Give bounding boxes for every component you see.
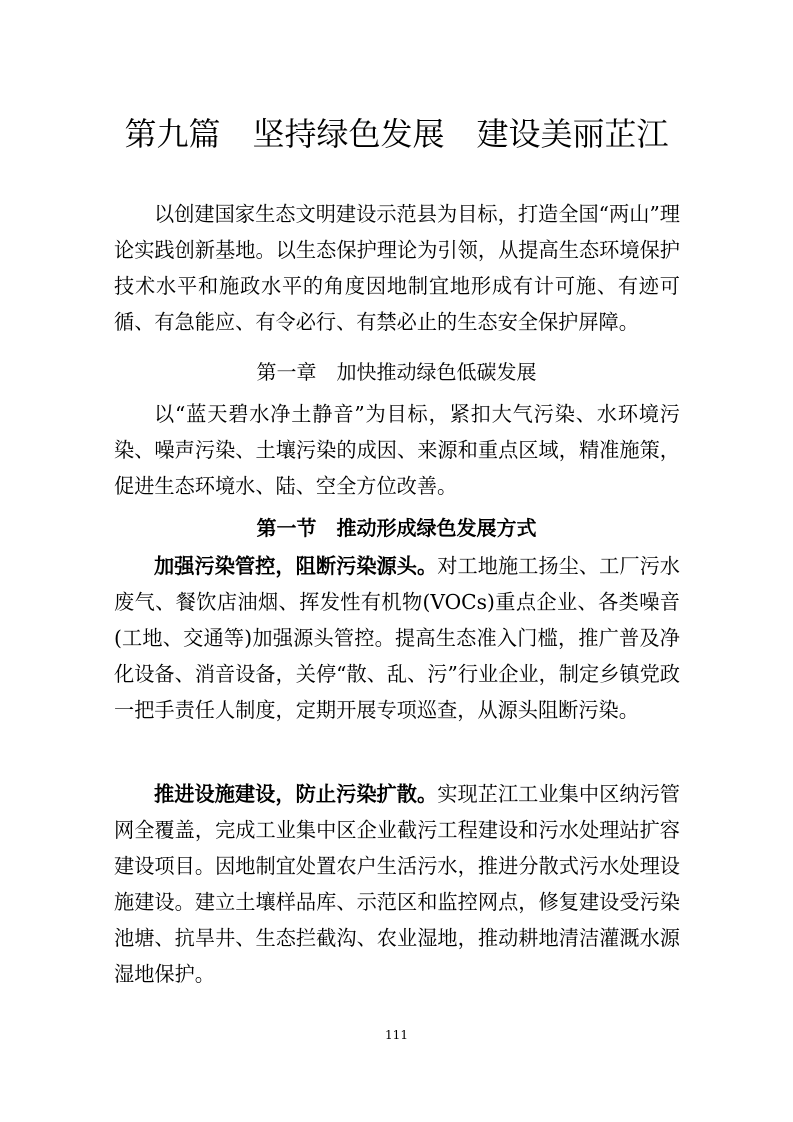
paragraph-facility-construction xyxy=(114,776,680,992)
paragraph-lead: 推进设施建设，防止污染扩散。 xyxy=(154,782,438,806)
paragraph-pollution-control xyxy=(114,548,680,728)
paragraph-lead: 加强污染管控，阻断污染源头。 xyxy=(154,554,438,578)
chapter-paragraph: 以“蓝天碧水净土静音”为目标，紧扣大气污染、水环境污染、噪声污染、土壤污染的成因、来源和重点区域，精准施策，促进生态环境水、陆、空全方位改善。 xyxy=(114,402,680,498)
paragraph-text: 对工地施工扬尘、工厂污水废气、餐饮店油烟、挥发性有机物(VOCs)重点企业、各类噪音(工地、交通等)加强源头管控。提高生态准入门槛，推广普及净化设备、消音设备，关停“散、乱、污”行业企业，制定乡镇党政一把手责任人制度，定期开展专项巡查，从源头阻断污染。 xyxy=(114,554,680,722)
chapter-title: 第一章 加快推动绿色低碳发展 xyxy=(256,360,537,384)
intro-paragraph: 以创建国家生态文明建设示范县为目标，打造全国“两山”理论实践创新基地。以生态保护理论为引领，从提高生态环境保护技术水平和施政水平的角度因地制宜地形成有计可施、有迹可循、有急能应、有令必行、有禁必止的生态安全保护屏障。 xyxy=(114,202,680,334)
section-title: 第一节 推动形成绿色发展方式 xyxy=(256,516,537,540)
page-number: 111 xyxy=(385,1028,408,1042)
paragraph-text: 实现芷江工业集中区纳污管网全覆盖，完成工业集中区企业截污工程建设和污水处理站扩容建设项目。因地制宜处置农户生活污水，推进分散式污水处理设施建设。建立土壤样品库、示范区和监控网点，修复建设受污染池塘、抗旱井、生态拦截沟、农业湿地，推动耕地清洁灌溉水源湿地保护。 xyxy=(114,782,680,986)
part-title: 第九篇 坚持绿色发展 建设美丽芷江 xyxy=(124,115,669,153)
